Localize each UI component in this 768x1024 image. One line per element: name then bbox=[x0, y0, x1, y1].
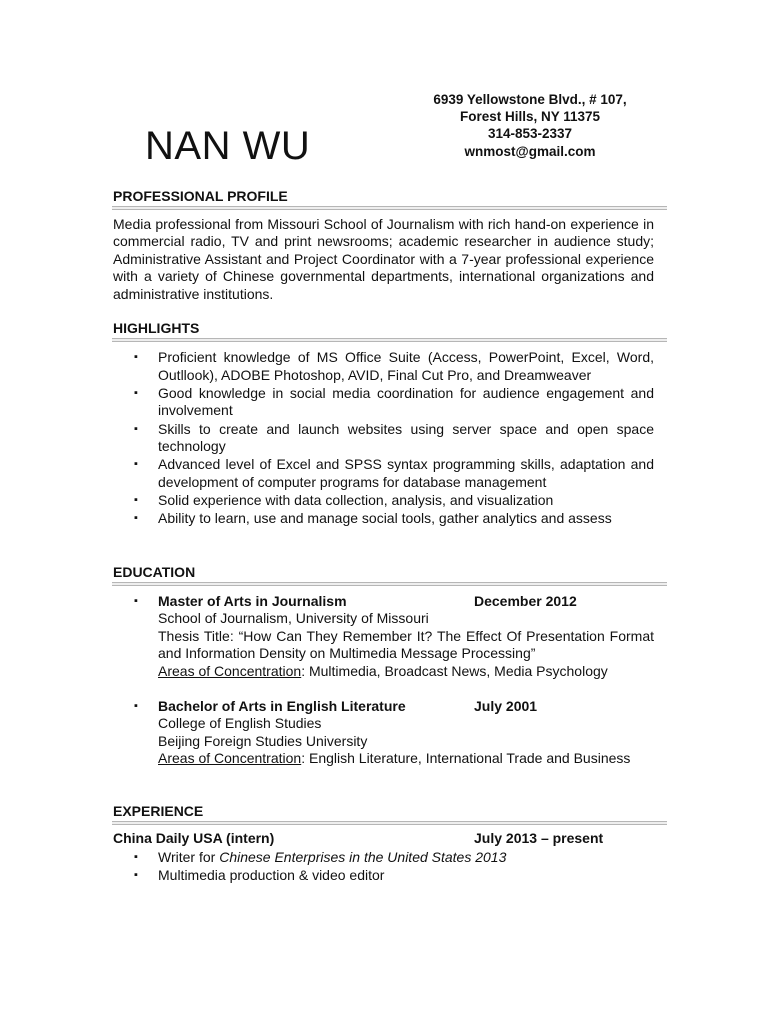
bullet-icon: ▪ bbox=[134, 851, 138, 863]
list-item bbox=[113, 385, 654, 420]
areas-text: : Multimedia, Broadcast News, Media Psychology bbox=[301, 662, 608, 679]
degree-title: Bachelor of Arts in English Literature bbox=[158, 698, 406, 714]
bullet-icon: ▪ bbox=[134, 700, 138, 712]
list-item bbox=[113, 849, 654, 867]
duty-prefix: Writer for bbox=[158, 849, 220, 865]
areas-label: Areas of Concentration bbox=[158, 662, 302, 679]
bullet-icon: ▪ bbox=[134, 386, 138, 399]
degree-date: July 2001 bbox=[474, 698, 538, 714]
bullet-icon: ▪ bbox=[134, 458, 138, 471]
section-divider bbox=[112, 582, 667, 586]
job-duties-list bbox=[113, 849, 654, 885]
highlight-text: Solid experience with data collection, analysis, and visualization bbox=[158, 492, 554, 509]
section-divider bbox=[112, 206, 667, 210]
section-title-education: EDUCATION bbox=[113, 564, 196, 580]
job-date: July 2013 – present bbox=[474, 830, 604, 846]
list-item bbox=[113, 349, 654, 384]
list-item bbox=[113, 867, 654, 885]
highlight-text: Proficient knowledge of MS Office Suite (Access, PowerPoint, Excel, Word, Outllook), ADOBE Photoshop, AVID, Final Cut Pro, and Dreamweaver bbox=[158, 349, 654, 383]
duty-text: Multimedia production & video editor bbox=[158, 867, 385, 884]
degree-title: Master of Arts in Journalism bbox=[158, 593, 347, 609]
bullet-icon: ▪ bbox=[134, 422, 138, 435]
areas-text: : English Literature, International Trade and Business bbox=[301, 750, 631, 767]
profile-summary: Media professional from Missouri School of Journalism with rich hand-on experience in commercial radio, TV and print newsrooms; academic researcher in audience study; Administrative Assistant and Project Coordinator with a 7-year professional experience with a variety of Chinese governmental departments, international organizations and administrative institutions. bbox=[113, 216, 654, 302]
school-name: College of English Studies bbox=[158, 715, 322, 732]
highlight-text: Skills to create and launch websites using server space and open space technology bbox=[158, 420, 654, 455]
list-item bbox=[113, 510, 654, 528]
section-title-highlights: HIGHLIGHTS bbox=[113, 320, 200, 336]
highlight-text: Good knowledge in social media coordination for audience engagement and involvement bbox=[158, 384, 654, 419]
degree-date: December 2012 bbox=[474, 593, 577, 609]
highlight-text: Ability to learn, use and manage social tools, gather analytics and assess bbox=[158, 510, 612, 527]
job-heading bbox=[113, 830, 654, 847]
bullet-icon: ▪ bbox=[134, 512, 138, 525]
education-entry bbox=[113, 698, 654, 768]
list-item bbox=[113, 421, 654, 456]
section-divider bbox=[112, 338, 667, 342]
section-title-profile: PROFESSIONAL PROFILE bbox=[113, 188, 288, 204]
highlights-list bbox=[113, 349, 654, 529]
section-divider bbox=[112, 821, 667, 825]
school-name: School of Journalism, University of Missouri bbox=[158, 610, 429, 627]
bullet-icon: ▪ bbox=[134, 494, 138, 507]
areas-label: Areas of Concentration bbox=[158, 750, 302, 767]
degree-heading bbox=[113, 698, 654, 715]
education-entry bbox=[113, 593, 654, 680]
areas-of-concentration bbox=[113, 663, 654, 680]
bullet-icon: ▪ bbox=[134, 595, 138, 607]
highlight-text: Advanced level of Excel and SPSS syntax programming skills, adaptation and development of computer programs for database management bbox=[158, 456, 654, 490]
address-line-1: 6939 Yellowstone Blvd., # 107, bbox=[433, 92, 627, 107]
email-address: wnmost@gmail.com bbox=[464, 143, 596, 159]
areas-of-concentration bbox=[113, 750, 654, 767]
list-item bbox=[113, 492, 654, 510]
bullet-icon: ▪ bbox=[134, 351, 138, 363]
candidate-name: NAN WU bbox=[145, 124, 311, 168]
degree-heading bbox=[113, 593, 654, 610]
contact-block bbox=[400, 91, 660, 160]
address-line-2: Forest Hills, NY 11375 bbox=[459, 109, 601, 125]
employer-name: China Daily USA (intern) bbox=[113, 830, 275, 846]
bullet-icon: ▪ bbox=[134, 869, 138, 882]
thesis-title: Thesis Title: “How Can They Remember It? The Effect Of Presentation Format and Information Density on Multimedia Message Processing” bbox=[158, 627, 654, 662]
university-name: Beijing Foreign Studies University bbox=[158, 732, 368, 749]
section-title-experience: EXPERIENCE bbox=[113, 803, 204, 819]
list-item bbox=[113, 456, 654, 491]
publication-title: Chinese Enterprises in the United States 2013 bbox=[219, 849, 507, 865]
phone-number: 314-853-2337 bbox=[487, 126, 573, 142]
